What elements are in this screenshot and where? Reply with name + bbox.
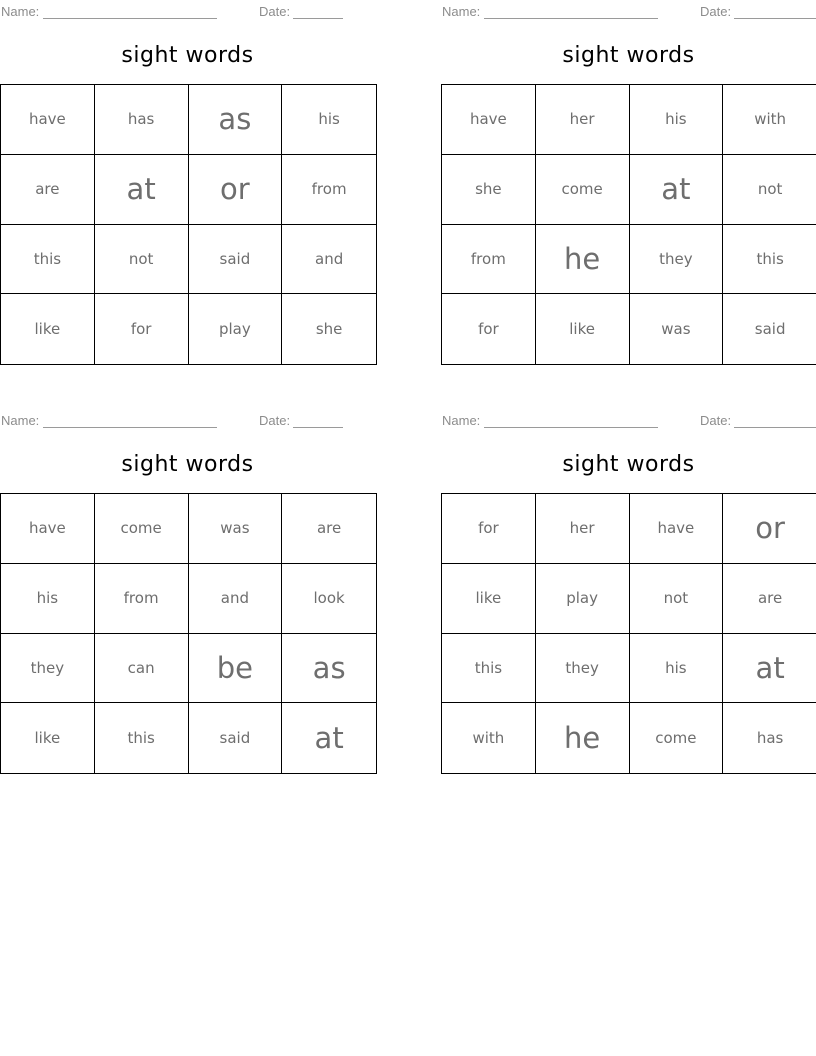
word-cell: not <box>630 564 724 634</box>
word-cell: come <box>630 703 724 773</box>
word-cell: or <box>723 494 816 564</box>
name-blank-line <box>484 413 658 428</box>
word-cell: and <box>189 564 283 634</box>
card-title: sight words <box>562 452 695 477</box>
word-cell: this <box>95 703 189 773</box>
date-blank-line <box>293 4 343 19</box>
word-cell: play <box>536 564 630 634</box>
word-cell: as <box>189 85 283 155</box>
word-cell: at <box>723 634 816 704</box>
word-grid <box>441 84 816 365</box>
word-cell: this <box>1 225 95 295</box>
word-grid <box>0 84 377 365</box>
name-blank-line <box>43 413 217 428</box>
word-cell: for <box>442 294 536 364</box>
card-title: sight words <box>121 452 254 477</box>
word-cell: as <box>282 634 376 704</box>
word-cell: or <box>189 155 283 225</box>
word-cell: his <box>1 564 95 634</box>
word-cell: and <box>282 225 376 295</box>
card-header <box>0 413 375 429</box>
sight-words-card <box>408 0 816 380</box>
word-cell: from <box>95 564 189 634</box>
word-cell: have <box>1 85 95 155</box>
word-cell: his <box>630 85 724 155</box>
name-blank-line <box>43 4 217 19</box>
word-cell: for <box>442 494 536 564</box>
name-label: Name: <box>442 4 481 19</box>
name-blank-line <box>484 4 658 19</box>
name-label: Name: <box>1 413 40 428</box>
sight-words-card <box>0 0 408 380</box>
word-cell: for <box>95 294 189 364</box>
sight-words-card <box>0 409 408 789</box>
word-cell: be <box>189 634 283 704</box>
word-cell: at <box>314 721 344 756</box>
date-label: Date: <box>700 4 732 19</box>
word-cell: come <box>536 155 630 225</box>
word-cell: she <box>442 155 536 225</box>
card-title: sight words <box>121 43 254 68</box>
word-cell: are <box>282 494 376 564</box>
word-grid <box>441 493 816 774</box>
card-header <box>441 413 816 429</box>
word-cell: this <box>723 225 816 295</box>
card-header <box>0 4 375 20</box>
word-cell: have <box>630 494 724 564</box>
date-label: Date: <box>700 413 732 428</box>
word-cell: they <box>536 634 630 704</box>
word-cell: with <box>442 703 536 773</box>
word-cell: has <box>95 85 189 155</box>
word-cell: have <box>442 85 536 155</box>
word-cell: was <box>189 494 283 564</box>
word-cell: with <box>723 85 816 155</box>
date-label: Date: <box>259 4 291 19</box>
word-cell: his <box>630 634 724 704</box>
word-cell: at <box>95 155 189 225</box>
name-label: Name: <box>1 4 40 19</box>
word-cell: her <box>536 85 630 155</box>
word-cell: her <box>536 494 630 564</box>
date-blank-line <box>293 413 343 428</box>
word-cell: he <box>536 703 630 773</box>
word-cell: from <box>442 225 536 295</box>
word-cell: are <box>723 564 816 634</box>
word-cell: not <box>95 225 189 295</box>
word-cell: are <box>1 155 95 225</box>
word-cell: she <box>315 320 343 339</box>
word-cell: said <box>189 703 283 773</box>
word-cell: his <box>282 85 376 155</box>
word-cell: was <box>630 294 724 364</box>
date-blank-line <box>734 4 816 19</box>
word-cell: like <box>1 294 95 364</box>
word-cell: like <box>536 294 630 364</box>
word-cell: like <box>442 564 536 634</box>
word-cell: look <box>282 564 376 634</box>
word-cell: can <box>95 634 189 704</box>
word-cell: not <box>723 155 816 225</box>
word-cell: they <box>630 225 724 295</box>
sight-words-card <box>408 409 816 789</box>
card-title: sight words <box>562 43 695 68</box>
word-cell: said <box>754 320 786 339</box>
word-cell: said <box>189 225 283 295</box>
word-grid <box>0 493 377 774</box>
card-header <box>441 4 816 20</box>
word-cell: this <box>442 634 536 704</box>
word-cell: play <box>189 294 283 364</box>
name-label: Name: <box>442 413 481 428</box>
date-blank-line <box>734 413 816 428</box>
word-cell: they <box>1 634 95 704</box>
word-cell: he <box>536 225 630 295</box>
date-label: Date: <box>259 413 291 428</box>
word-cell: at <box>630 155 724 225</box>
word-cell: have <box>1 494 95 564</box>
word-cell: from <box>282 155 376 225</box>
word-cell: has <box>756 729 784 748</box>
word-cell: like <box>1 703 95 773</box>
word-cell: come <box>95 494 189 564</box>
